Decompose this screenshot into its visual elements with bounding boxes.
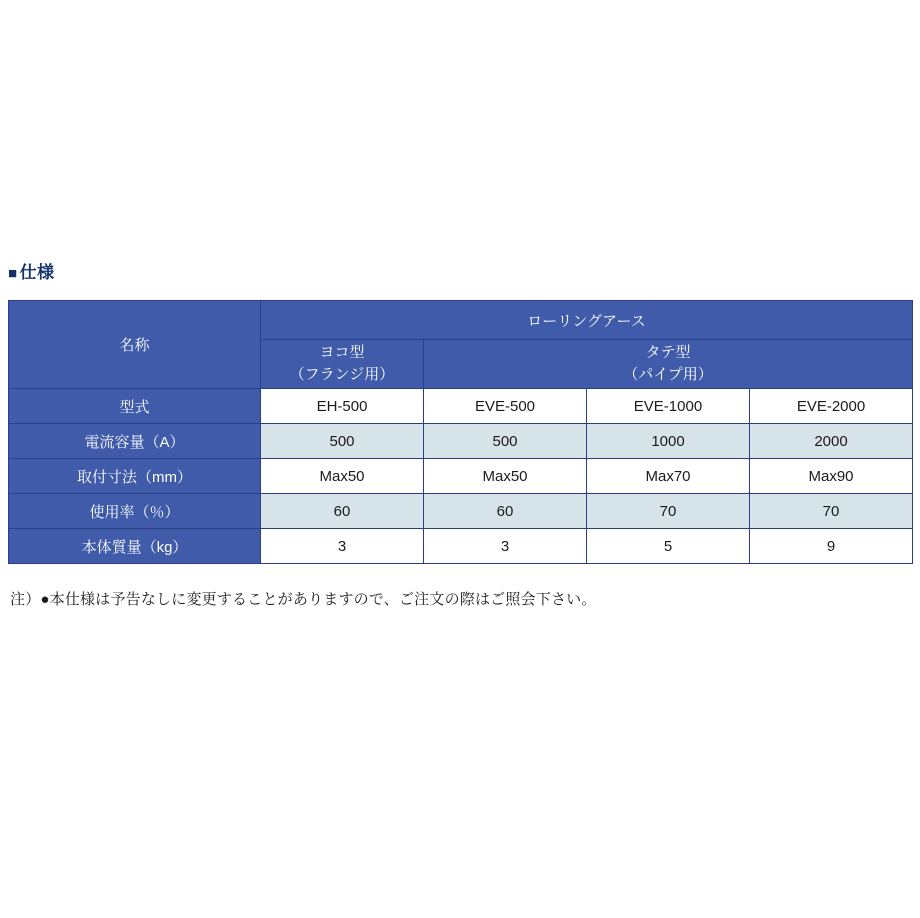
section-heading-label: 仕様 [19,263,55,282]
table-cell: 1000 [587,424,750,459]
row-label-current-capacity: 電流容量（A） [9,424,261,459]
section-heading [8,258,55,283]
table-cell: 60 [261,494,424,529]
table-header-subgroup-tate [424,340,913,389]
row-label-mounting-dimension: 取付寸法（mm） [9,459,261,494]
table-cell: 3 [261,529,424,564]
row-label-duty-rate: 使用率（％） [9,494,261,529]
table-cell: Max50 [261,459,424,494]
table-cell: 2000 [750,424,913,459]
table-row [9,389,913,424]
table-cell: 70 [750,494,913,529]
table-cell: EVE-2000 [750,389,913,424]
row-label-body-mass: 本体質量（kg） [9,529,261,564]
table-cell: 5 [587,529,750,564]
subgroup-tate-line2: （パイプ用） [623,366,713,383]
row-label-model: 型式 [9,389,261,424]
table-cell: Max70 [587,459,750,494]
table-cell: Max90 [750,459,913,494]
table-cell: 70 [587,494,750,529]
table-cell: 60 [424,494,587,529]
table-cell: Max50 [424,459,587,494]
subgroup-tate-line1: タテ型 [645,343,691,361]
table-header-product-group: ローリングアース [261,301,913,340]
table-row [9,424,913,459]
square-bullet-icon: ■ [8,265,18,282]
table-cell: 500 [424,424,587,459]
table-row [9,529,913,564]
subgroup-yoko-line1: ヨコ型 [319,343,365,361]
specification-table [8,300,913,564]
table-header-name: 名称 [9,301,261,389]
footnote: 注）●本仕様は予告なしに変更することがありますので、ご注文の際はご照会下さい。 [10,591,597,608]
table-cell: EVE-1000 [587,389,750,424]
table-row [9,494,913,529]
table-row [9,459,913,494]
table-cell: 500 [261,424,424,459]
table-row-group-header [9,301,913,340]
table-cell: 9 [750,529,913,564]
subgroup-yoko-line2: （フランジ用） [289,366,395,383]
table-cell: 3 [424,529,587,564]
table-cell: EH-500 [261,389,424,424]
table-cell: EVE-500 [424,389,587,424]
table-header-subgroup-yoko [261,340,424,389]
